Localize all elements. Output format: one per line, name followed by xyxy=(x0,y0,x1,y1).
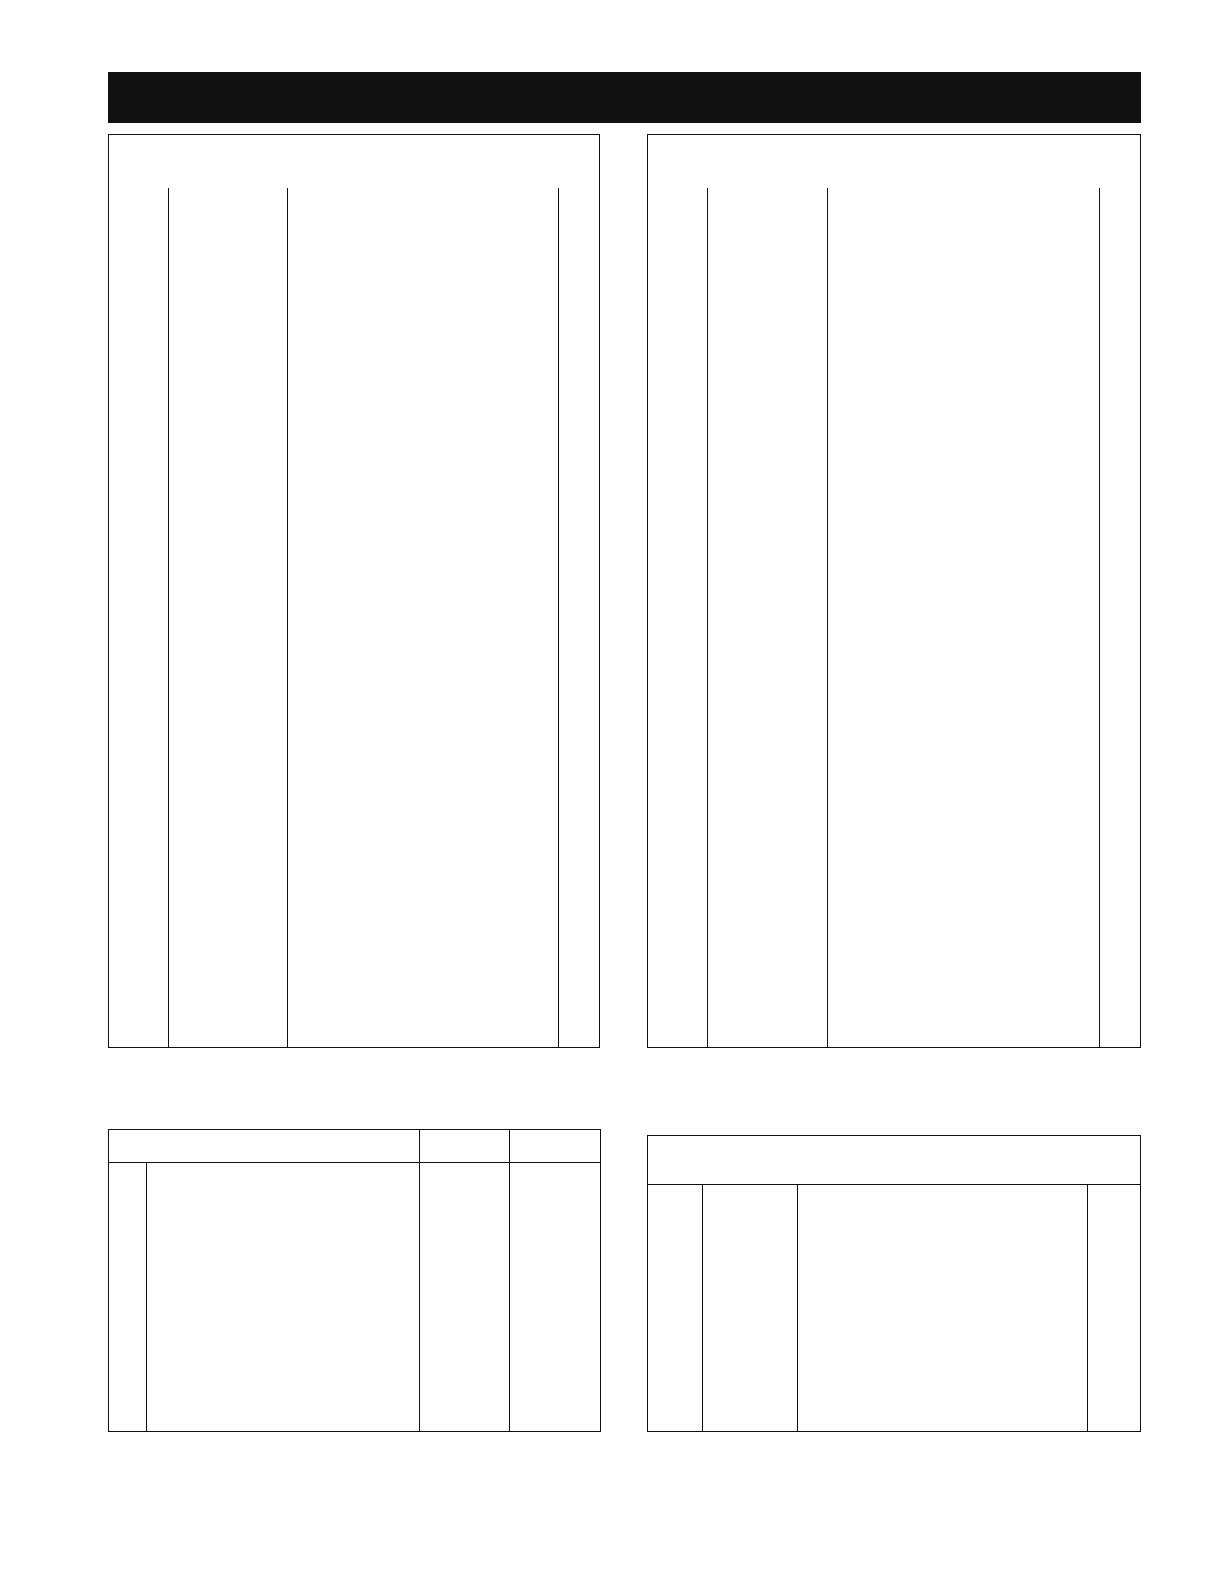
parts-table-header xyxy=(648,135,1140,188)
column-divider xyxy=(1099,188,1100,1047)
column-divider xyxy=(146,1162,147,1431)
column-divider xyxy=(509,1130,510,1431)
parts-table-right xyxy=(647,134,1141,1048)
column-divider xyxy=(707,188,708,1047)
column-divider xyxy=(419,1130,420,1431)
parts-table-header xyxy=(109,135,599,188)
column-divider xyxy=(827,188,828,1047)
page-title xyxy=(108,72,1141,123)
column-divider xyxy=(168,188,169,1047)
column-divider xyxy=(702,1184,703,1431)
column-divider xyxy=(797,1184,798,1431)
rebuild-kits-table xyxy=(647,1135,1141,1432)
column-divider xyxy=(1087,1184,1088,1431)
rebuild-kits-header xyxy=(648,1136,1140,1185)
recommended-accessories-table xyxy=(108,1129,601,1432)
accessories-header xyxy=(109,1130,600,1163)
column-divider xyxy=(558,188,559,1047)
parts-table-left xyxy=(108,134,600,1048)
column-divider xyxy=(287,188,288,1047)
